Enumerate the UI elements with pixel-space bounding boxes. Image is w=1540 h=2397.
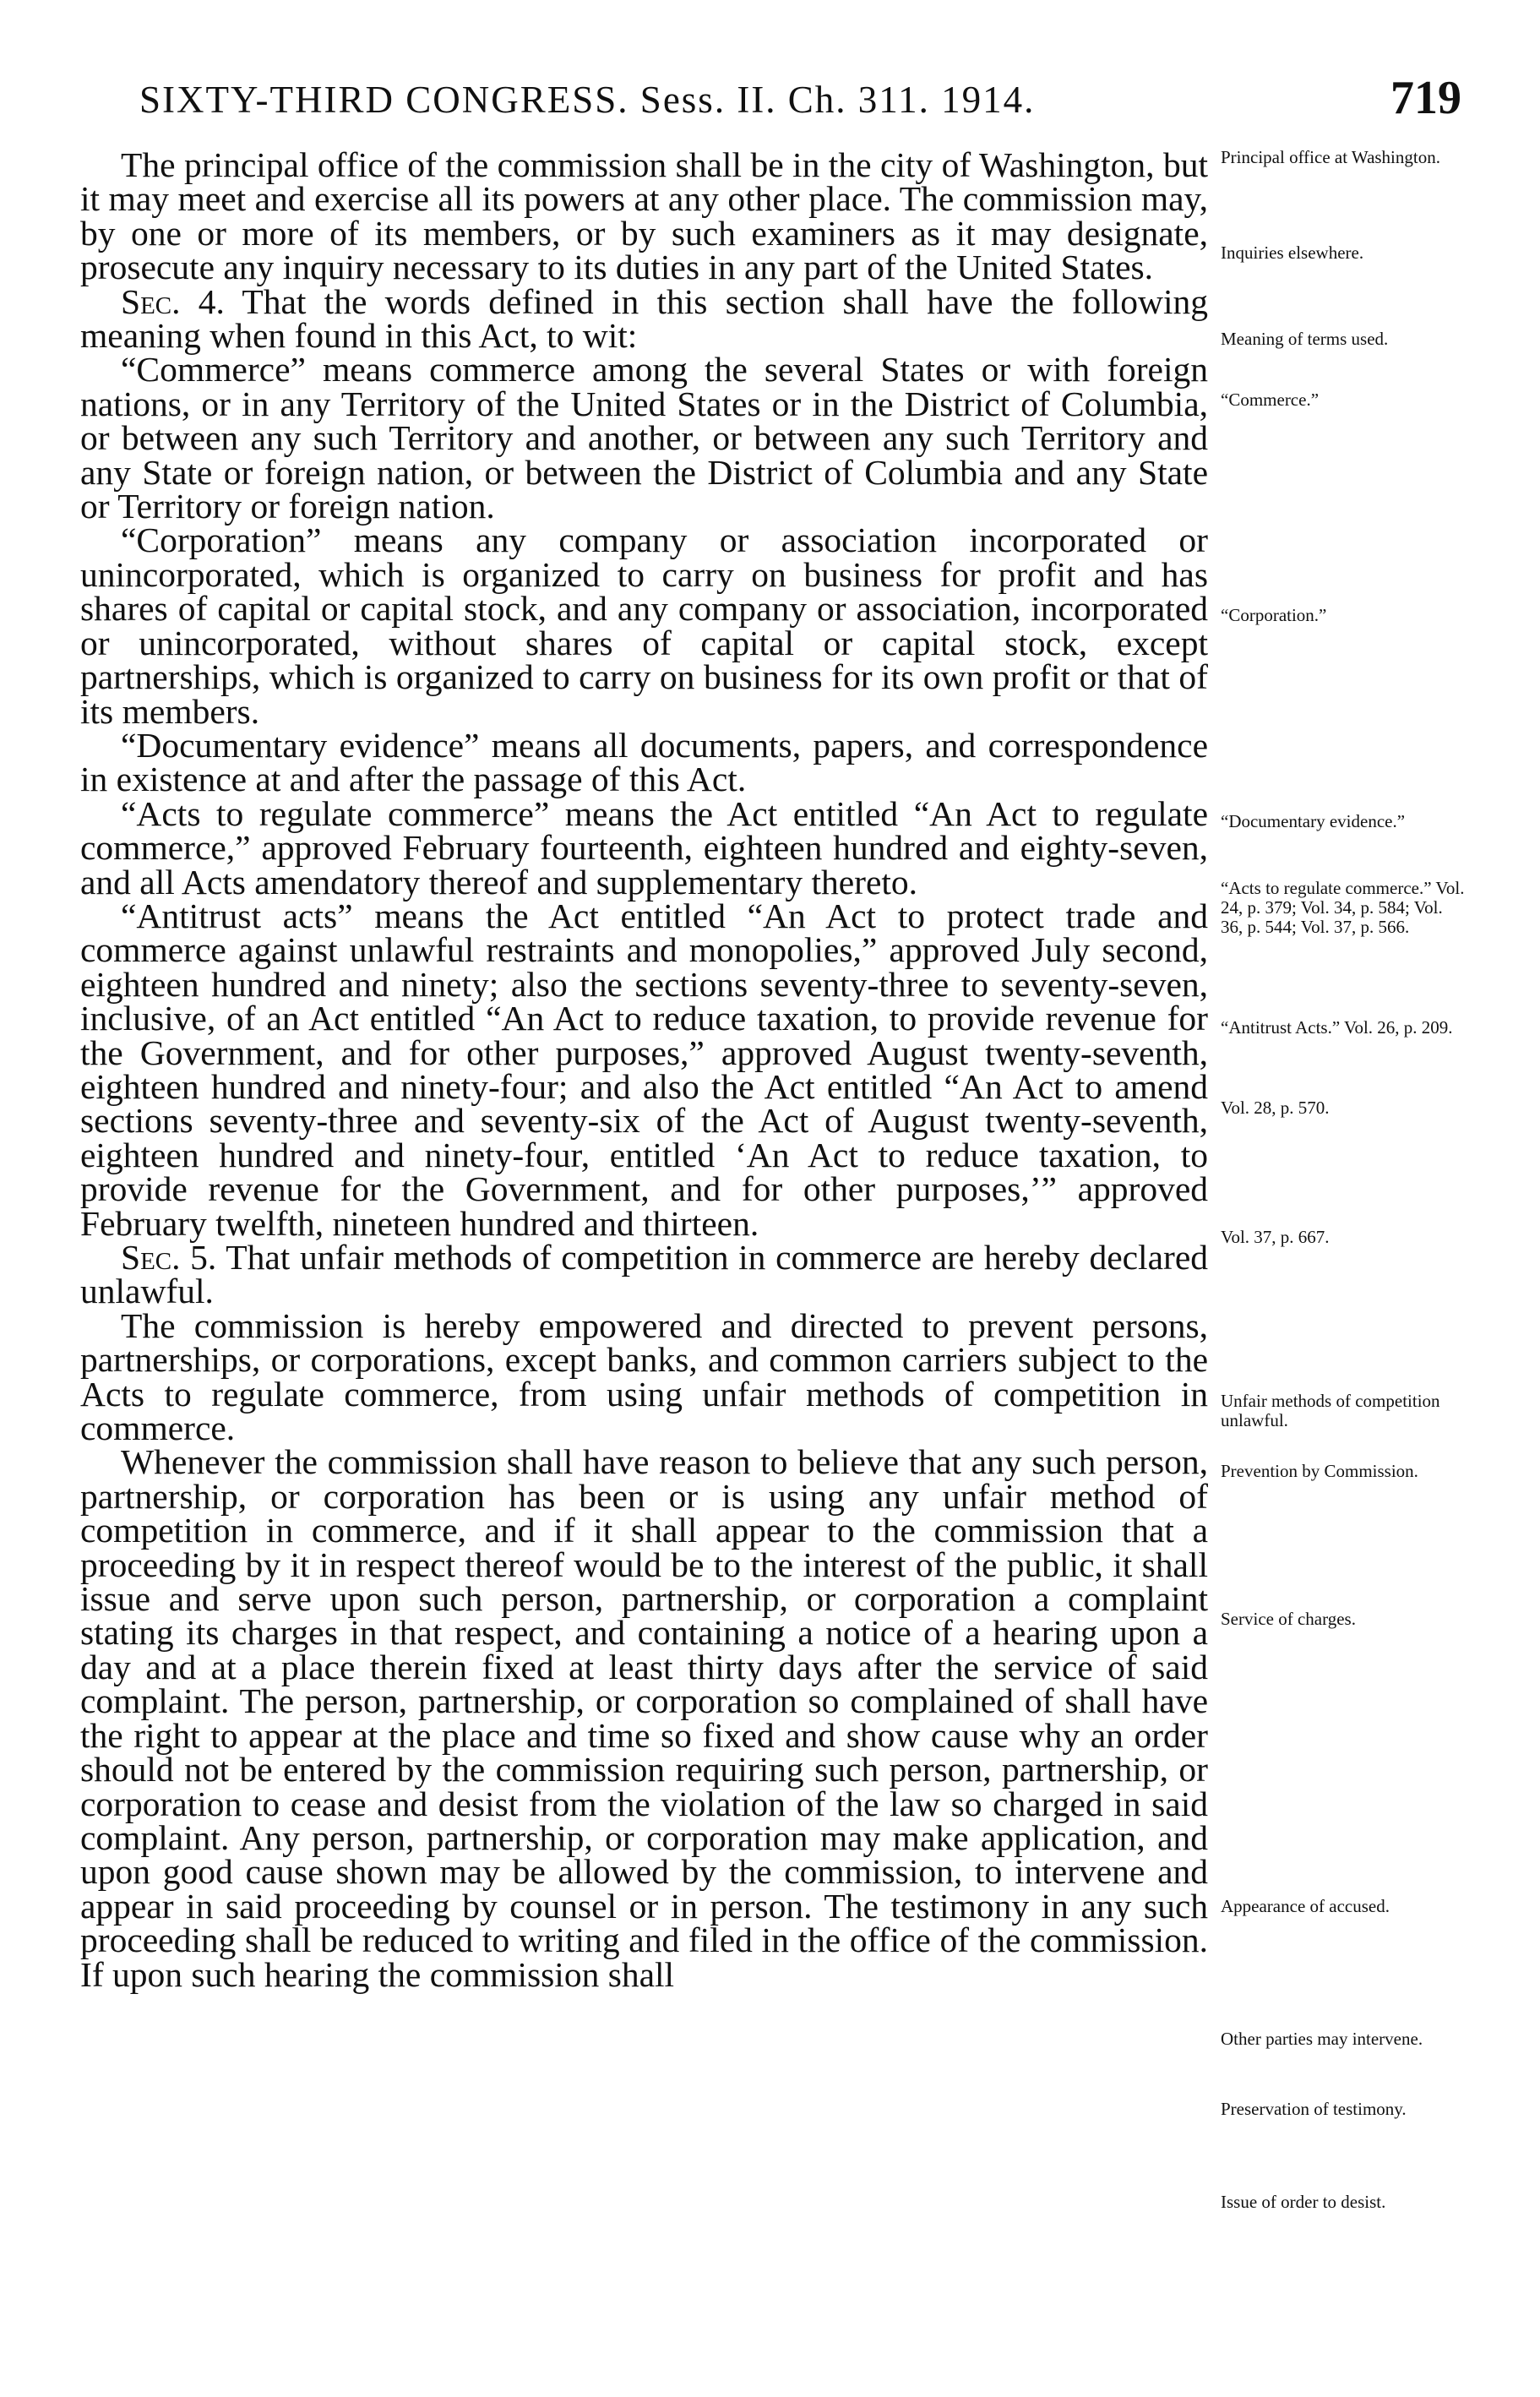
margin-note: Meaning of terms used. bbox=[1221, 329, 1389, 349]
margin-note: Appearance of accused. bbox=[1221, 1896, 1390, 1916]
section-label: Sec. 4. bbox=[121, 281, 225, 321]
running-title: SIXTY-THIRD CONGRESS. Sess. II. Ch. 311. 1914. bbox=[139, 79, 1036, 121]
margin-note: Principal office at Washington. bbox=[1221, 147, 1440, 167]
section-text: That the words defined in this section shall have the following meaning when found in this Act, to wit: bbox=[80, 281, 1209, 356]
marginal-notes bbox=[1221, 148, 1466, 2345]
margin-note: Inquiries elsewhere. bbox=[1221, 242, 1364, 263]
paragraph-section-4 bbox=[80, 281, 1209, 356]
margin-note: Service of charges. bbox=[1221, 1609, 1356, 1629]
margin-note: “Antitrust Acts.” Vol. 26, p. 209. bbox=[1221, 1017, 1453, 1038]
margin-note: Issue of order to desist. bbox=[1221, 2192, 1386, 2212]
section-text: That unfair methods of competition in commerce are hereby declared unlawful. bbox=[80, 1238, 1208, 1311]
paragraph-complaint-procedure: Whenever the commission shall have reason to believe that any such person, partnership, or corporation has been or is using any unfair method of competition in commerce, and if it shall appear to the commission that a proceeding by it in respect thereof would be to the interest of the public, it shall issue and serve upon such person, partnership, or corporation a complaint stating its charges in that respect, and containing a notice of a hearing upon a day and at a place therein fixed at least thirty days after the service of said complaint. The person, partnership, or corporation so complained of shall have the right to appear at the place and time so fixed and show cause why an order should not be entered by the commission requiring such person, partnership, or corporation to cease and desist from the violation of the law so charged in said complaint. Any person, partnership, or corporation may make application, and upon good cause shown may be allowed by the commission, to intervene and appear in said proceeding by counsel or in person. The testimony in any such proceeding shall be reduced to writing and filed in the office of the commission. If upon such hearing the commission shall bbox=[80, 1442, 1208, 1994]
section-label: Sec. 5. bbox=[121, 1238, 217, 1277]
margin-note: “Corporation.” bbox=[1221, 605, 1327, 625]
paragraph-acts-to-regulate-commerce-definition: “Acts to regulate commerce” means the Act entitled “An Act to regulate commerce,” approved February fourteenth, eighteen hundred and eighty-seven, and all Acts amendatory thereof and supplementary thereto. bbox=[80, 793, 1208, 902]
margin-note: “Commerce.” bbox=[1221, 390, 1320, 410]
paragraph-antitrust-acts-definition: “Antitrust acts” means the Act entitled “An Act to protect trade and commerce against unlawful restraints and monopolies,” approved July second, eighteen hundred and ninety; also the sections seventy-three to seventy-seven, inclusive, of an Act entitled “An Act to reduce taxation, to provide revenue for the Government, and for other purposes,” approved August twenty-seventh, eighteen hundred and ninety-four; and also the Act entitled “An Act to amend sections seventy-three and seventy-six of the Act of August twenty-seventh, eighteen hundred and ninety-four, entitled ‘An Act to reduce taxation, to provide revenue for the Government, and for other purposes,’” approved February twelfth, nineteen hundred and thirteen. bbox=[80, 896, 1208, 1243]
margin-note: Preservation of testimony. bbox=[1221, 2099, 1407, 2119]
paragraph-section-5 bbox=[80, 1240, 1208, 1309]
margin-note: Other parties may intervene. bbox=[1221, 2029, 1423, 2049]
margin-note: Vol. 37, p. 667. bbox=[1221, 1227, 1330, 1247]
paragraph-prevention: The commission is hereby empowered and directed to prevent persons, partnerships, or corporations, except banks, and common carriers subject to the Acts to regulate commerce, from using unfair methods of competition in commerce. bbox=[80, 1305, 1208, 1448]
statute-body bbox=[80, 145, 1209, 1994]
paragraph-commerce-definition: “Commerce” means commerce among the several States or with foreign nations, or in any Territory of the United States or in the District of Columbia, or between any such Territory and another, or between any such Territory and any State or foreign nation, or between the District of Columbia and any State or Territory or foreign nation. bbox=[80, 350, 1208, 526]
margin-note: Prevention by Commission. bbox=[1221, 1461, 1418, 1481]
margin-note: “Acts to regulate commerce.” Vol. 24, p. 379; Vol. 34, p. 584; Vol. 36, p. 544; Vol. 37, p. 566. bbox=[1221, 878, 1465, 937]
margin-note: “Documentary evidence.” bbox=[1221, 811, 1406, 831]
margin-note: Vol. 28, p. 570. bbox=[1221, 1098, 1330, 1118]
margin-note: Unfair methods of competition unlawful. bbox=[1221, 1391, 1440, 1430]
running-head bbox=[139, 72, 1461, 137]
paragraph-principal-office: The principal office of the commission shall be in the city of Washington, but it may meet and exercise all its powers at any other place. The commission may, by one or more of its members, or by such examiners as it may designate, prosecute any inquiry necessary to its duties in any part of the United States. bbox=[80, 145, 1208, 287]
paragraph-documentary-evidence-definition: “Documentary evidence” means all documents, papers, and correspondence in existence at and after the passage of this Act. bbox=[80, 725, 1208, 799]
page-number: 719 bbox=[1390, 72, 1461, 124]
paragraph-corporation-definition: “Corporation” means any company or association incorporated or unincorporated, which is organized to carry on business for profit and has shares of capital or capital stock, and any company or association, incorporated or unincorporated, without shares of capital or capital stock, except partnerships, which is organized to carry on business for its own profit or that of its members. bbox=[80, 520, 1208, 731]
